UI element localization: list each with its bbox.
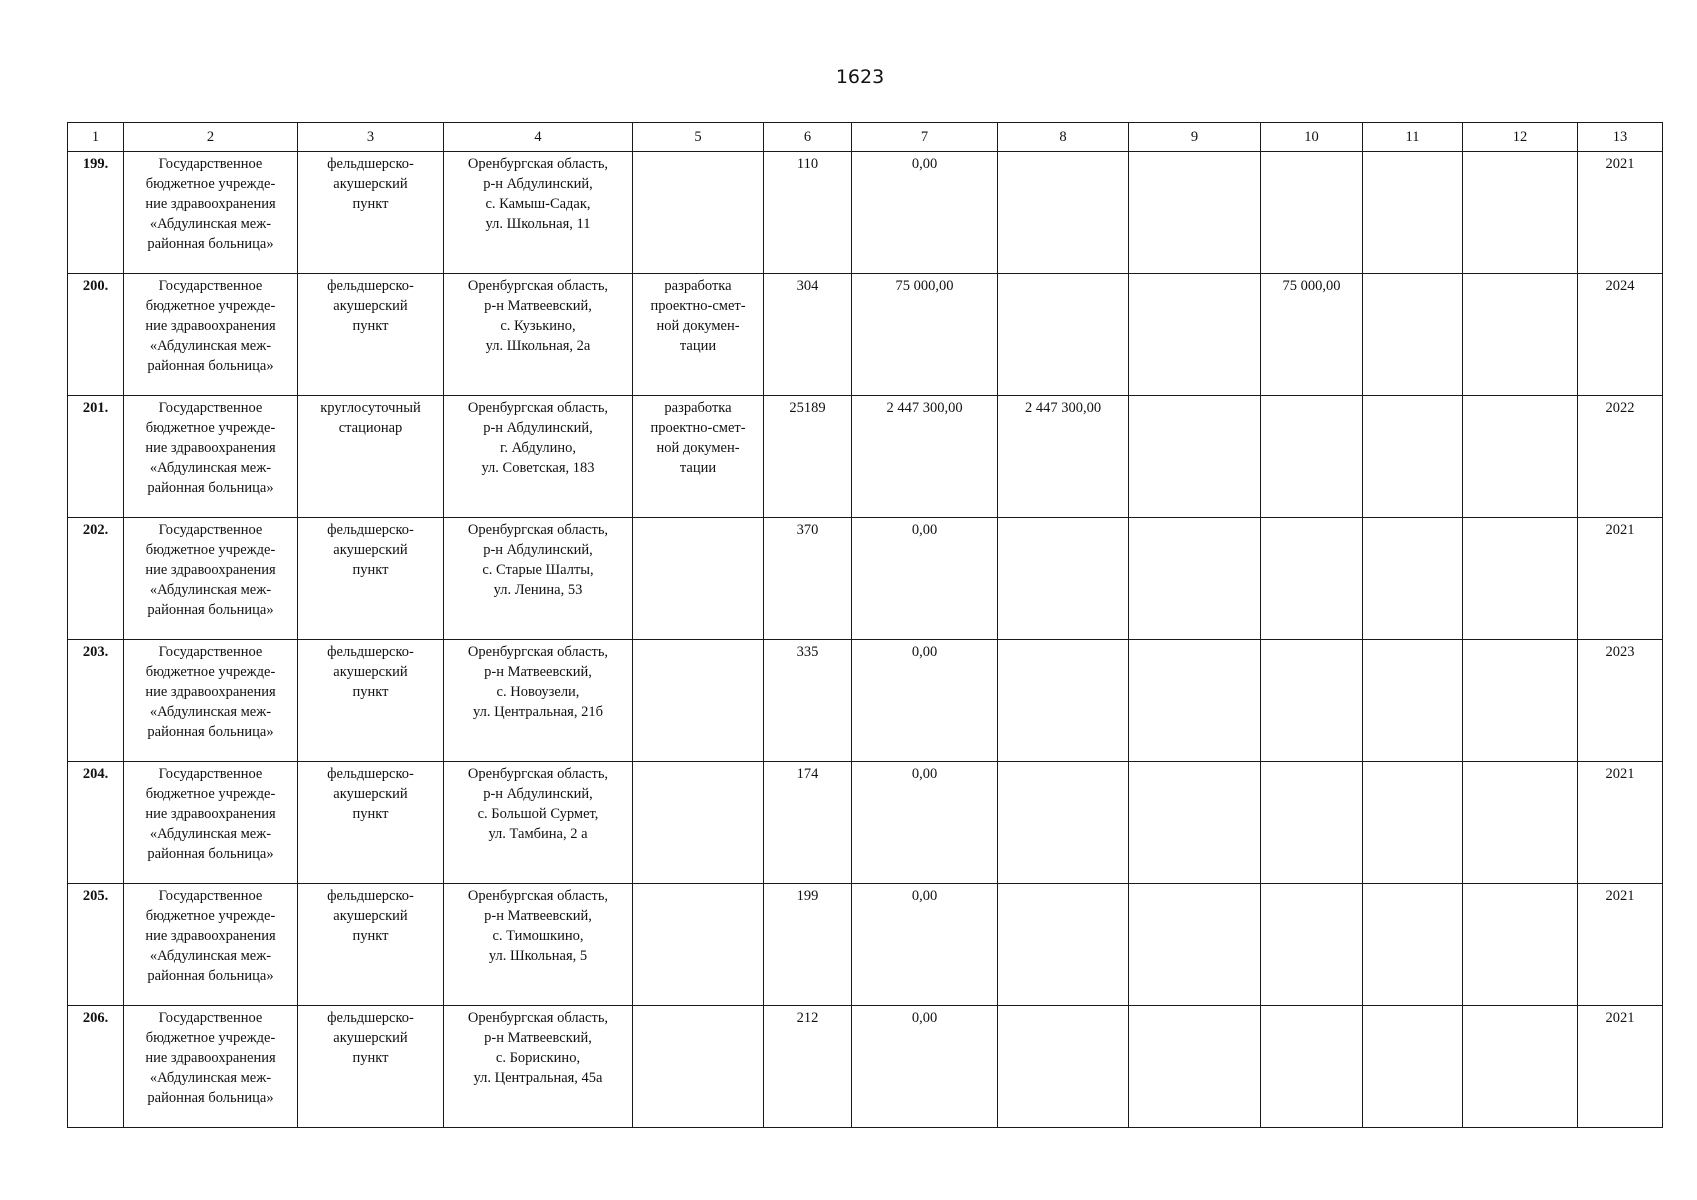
- facility-type-line: фельдшерско-: [327, 1010, 414, 1026]
- row-number: 205.: [68, 884, 124, 1006]
- value-c8: 2 447 300,00: [998, 396, 1129, 518]
- organization-name-line: бюджетное учрежде-: [145, 176, 276, 192]
- organization-name-line: «Абдулинская меж-: [149, 704, 272, 720]
- organization-name-line: ние здравоохранения: [145, 562, 276, 578]
- facility-address: [444, 762, 633, 884]
- facility-address-line: ул. Школьная, 11: [485, 216, 591, 232]
- value-c6: 110: [764, 152, 852, 274]
- facility-type-line: круглосуточный: [320, 400, 421, 416]
- facility-type-line: пункт: [352, 1050, 389, 1066]
- facility-address: [444, 274, 633, 396]
- facility-address: [444, 640, 633, 762]
- facility-address-line: Оренбургская область,: [467, 522, 609, 538]
- organization-name-line: Государственное: [158, 156, 263, 172]
- facility-type: [298, 152, 444, 274]
- value-c12: [1463, 396, 1578, 518]
- organization-name-line: районная больница»: [147, 846, 274, 862]
- row-number: 200.: [68, 274, 124, 396]
- organization-name-line: «Абдулинская меж-: [149, 216, 272, 232]
- organization-name-line: Государственное: [158, 644, 263, 660]
- column-header: 13: [1578, 123, 1663, 152]
- organization-name-line: Государственное: [158, 278, 263, 294]
- value-c12: [1463, 274, 1578, 396]
- value-c10: [1261, 762, 1363, 884]
- facility-address-line: ул. Тамбина, 2 а: [488, 826, 588, 842]
- facility-type: [298, 1006, 444, 1128]
- facility-type-line: фельдшерско-: [327, 156, 414, 172]
- table-row: [68, 884, 1663, 1006]
- organization-name-line: бюджетное учрежде-: [145, 542, 276, 558]
- value-c8: [998, 762, 1129, 884]
- facility-address-line: р-н Матвеевский,: [484, 664, 592, 680]
- value-c10: [1261, 884, 1363, 1006]
- value-c9: [1129, 1006, 1261, 1128]
- value-c9: [1129, 762, 1261, 884]
- organization-name-line: «Абдулинская меж-: [149, 582, 272, 598]
- organization-name: [124, 274, 298, 396]
- value-c10: 75 000,00: [1261, 274, 1363, 396]
- column-number-row: [68, 123, 1663, 152]
- value-c11: [1363, 274, 1463, 396]
- facility-address-line: р-н Абдулинский,: [483, 176, 593, 192]
- value-c12: [1463, 518, 1578, 640]
- facility-type-line: акушерский: [333, 664, 408, 680]
- organization-name-line: ние здравоохранения: [145, 440, 276, 456]
- organization-name: [124, 396, 298, 518]
- value-c10: [1261, 1006, 1363, 1128]
- row-number: 206.: [68, 1006, 124, 1128]
- facility-address-line: ул. Центральная, 21б: [473, 704, 603, 720]
- value-c7: 75 000,00: [852, 274, 998, 396]
- organization-name-line: Государственное: [158, 522, 263, 538]
- facility-type-line: пункт: [352, 196, 389, 212]
- facility-type-line: акушерский: [333, 908, 408, 924]
- work-type-line: разработка: [664, 278, 732, 294]
- value-c12: [1463, 152, 1578, 274]
- facility-address-line: Оренбургская область,: [467, 766, 609, 782]
- work-type: [633, 518, 764, 640]
- facility-address-line: Оренбургская область,: [467, 278, 609, 294]
- value-c12: [1463, 1006, 1578, 1128]
- organization-name-line: бюджетное учрежде-: [145, 1030, 276, 1046]
- column-header: 9: [1129, 123, 1261, 152]
- value-c9: [1129, 396, 1261, 518]
- value-c6: 370: [764, 518, 852, 640]
- facility-type: [298, 884, 444, 1006]
- organization-name-line: «Абдулинская меж-: [149, 1070, 272, 1086]
- value-c9: [1129, 884, 1261, 1006]
- organization-name-line: районная больница»: [147, 358, 274, 374]
- organization-name-line: ние здравоохранения: [145, 196, 276, 212]
- row-number: 199.: [68, 152, 124, 274]
- work-type-line: разработка: [664, 400, 732, 416]
- value-c7: 0,00: [852, 762, 998, 884]
- value-c9: [1129, 274, 1261, 396]
- work-type-line: ной докумен-: [656, 318, 740, 334]
- column-header: 8: [998, 123, 1129, 152]
- organization-name: [124, 152, 298, 274]
- column-header: 7: [852, 123, 998, 152]
- facility-type-line: акушерский: [333, 542, 408, 558]
- organization-name-line: районная больница»: [147, 968, 274, 984]
- value-c6: 304: [764, 274, 852, 396]
- value-c6: 335: [764, 640, 852, 762]
- organization-name-line: ние здравоохранения: [145, 684, 276, 700]
- organization-name-line: районная больница»: [147, 1090, 274, 1106]
- organization-name-line: «Абдулинская меж-: [149, 460, 272, 476]
- value-c7: 0,00: [852, 518, 998, 640]
- facility-address-line: ул. Советская, 183: [481, 460, 595, 476]
- organization-name: [124, 762, 298, 884]
- row-number: 203.: [68, 640, 124, 762]
- facility-type-line: пункт: [352, 928, 389, 944]
- facility-address-line: с. Новоузели,: [496, 684, 580, 700]
- facility-address-line: р-н Матвеевский,: [484, 1030, 592, 1046]
- value-c11: [1363, 884, 1463, 1006]
- value-c8: [998, 884, 1129, 1006]
- facility-address-line: с. Камыш-Садак,: [485, 196, 591, 212]
- facility-address-line: ул. Центральная, 45а: [473, 1070, 603, 1086]
- facility-type-line: акушерский: [333, 298, 408, 314]
- facility-type-line: пункт: [352, 318, 389, 334]
- organization-name-line: бюджетное учрежде-: [145, 908, 276, 924]
- organization-name-line: бюджетное учрежде-: [145, 664, 276, 680]
- value-c11: [1363, 640, 1463, 762]
- facility-address-line: ул. Школьная, 5: [488, 948, 588, 964]
- facility-type-line: фельдшерско-: [327, 644, 414, 660]
- column-header: 1: [68, 123, 124, 152]
- table-row: [68, 1006, 1663, 1128]
- value-c8: [998, 274, 1129, 396]
- organization-name-line: «Абдулинская меж-: [149, 948, 272, 964]
- facility-address-line: с. Большой Сурмет,: [477, 806, 599, 822]
- value-c10: [1261, 518, 1363, 640]
- facilities-table: [67, 122, 1663, 1128]
- year-cell: 2021: [1578, 152, 1663, 274]
- work-type: [633, 762, 764, 884]
- facility-type-line: фельдшерско-: [327, 888, 414, 904]
- organization-name-line: районная больница»: [147, 480, 274, 496]
- year-cell: 2023: [1578, 640, 1663, 762]
- value-c6: 212: [764, 1006, 852, 1128]
- column-header: 12: [1463, 123, 1578, 152]
- year-cell: 2021: [1578, 1006, 1663, 1128]
- value-c10: [1261, 152, 1363, 274]
- value-c11: [1363, 518, 1463, 640]
- organization-name-line: районная больница»: [147, 724, 274, 740]
- value-c6: 174: [764, 762, 852, 884]
- table-row: [68, 274, 1663, 396]
- organization-name-line: «Абдулинская меж-: [149, 338, 272, 354]
- value-c7: 0,00: [852, 152, 998, 274]
- table-row: [68, 518, 1663, 640]
- value-c10: [1261, 640, 1363, 762]
- column-header: 11: [1363, 123, 1463, 152]
- facility-address-line: с. Борискино,: [495, 1050, 581, 1066]
- work-type-line: проектно-смет-: [650, 298, 746, 314]
- value-c7: 0,00: [852, 884, 998, 1006]
- value-c12: [1463, 640, 1578, 762]
- facility-address: [444, 884, 633, 1006]
- value-c11: [1363, 1006, 1463, 1128]
- organization-name-line: ние здравоохранения: [145, 806, 276, 822]
- facility-address-line: Оренбургская область,: [467, 644, 609, 660]
- facility-address-line: с. Старые Шалты,: [482, 562, 594, 578]
- facility-type: [298, 396, 444, 518]
- facility-type-line: стационар: [338, 420, 403, 436]
- organization-name-line: районная больница»: [147, 236, 274, 252]
- organization-name-line: бюджетное учрежде-: [145, 786, 276, 802]
- value-c10: [1261, 396, 1363, 518]
- organization-name-line: бюджетное учрежде-: [145, 420, 276, 436]
- facility-type-line: фельдшерско-: [327, 766, 414, 782]
- facility-address-line: с. Кузькино,: [500, 318, 576, 334]
- row-number: 202.: [68, 518, 124, 640]
- facility-address-line: Оренбургская область,: [467, 156, 609, 172]
- facility-address-line: р-н Матвеевский,: [484, 908, 592, 924]
- work-type: [633, 274, 764, 396]
- organization-name: [124, 518, 298, 640]
- facility-address-line: Оренбургская область,: [467, 400, 609, 416]
- organization-name-line: Государственное: [158, 1010, 263, 1026]
- facility-type-line: пункт: [352, 806, 389, 822]
- facility-address: [444, 518, 633, 640]
- organization-name-line: Государственное: [158, 400, 263, 416]
- organization-name-line: Государственное: [158, 888, 263, 904]
- facility-address-line: р-н Абдулинский,: [483, 420, 593, 436]
- value-c8: [998, 518, 1129, 640]
- year-cell: 2021: [1578, 762, 1663, 884]
- table-row: [68, 640, 1663, 762]
- value-c8: [998, 1006, 1129, 1128]
- year-cell: 2022: [1578, 396, 1663, 518]
- facility-address-line: р-н Матвеевский,: [484, 298, 592, 314]
- value-c9: [1129, 152, 1261, 274]
- facility-address-line: р-н Абдулинский,: [483, 786, 593, 802]
- organization-name-line: «Абдулинская меж-: [149, 826, 272, 842]
- value-c8: [998, 640, 1129, 762]
- table-body: [68, 152, 1663, 1128]
- work-type-line: тации: [679, 338, 717, 354]
- value-c11: [1363, 396, 1463, 518]
- organization-name: [124, 640, 298, 762]
- facility-type: [298, 640, 444, 762]
- table-row: [68, 762, 1663, 884]
- facility-address-line: р-н Абдулинский,: [483, 542, 593, 558]
- facility-type-line: фельдшерско-: [327, 278, 414, 294]
- facility-type-line: фельдшерско-: [327, 522, 414, 538]
- value-c9: [1129, 518, 1261, 640]
- row-number: 204.: [68, 762, 124, 884]
- organization-name-line: Государственное: [158, 766, 263, 782]
- facility-address: [444, 396, 633, 518]
- value-c11: [1363, 762, 1463, 884]
- facility-address: [444, 152, 633, 274]
- facility-type-line: акушерский: [333, 176, 408, 192]
- column-header: 6: [764, 123, 852, 152]
- value-c12: [1463, 762, 1578, 884]
- row-number: 201.: [68, 396, 124, 518]
- facility-address-line: г. Абдулино,: [500, 440, 576, 456]
- facility-type: [298, 518, 444, 640]
- work-type: [633, 1006, 764, 1128]
- facility-address-line: Оренбургская область,: [467, 888, 609, 904]
- facility-address-line: с. Тимошкино,: [492, 928, 584, 944]
- work-type-line: ной докумен-: [656, 440, 740, 456]
- work-type: [633, 396, 764, 518]
- value-c6: 199: [764, 884, 852, 1006]
- facility-type-line: акушерский: [333, 1030, 408, 1046]
- column-header: 4: [444, 123, 633, 152]
- organization-name: [124, 1006, 298, 1128]
- facility-address-line: Оренбургская область,: [467, 1010, 609, 1026]
- table-row: [68, 152, 1663, 274]
- organization-name-line: районная больница»: [147, 602, 274, 618]
- year-cell: 2024: [1578, 274, 1663, 396]
- column-header: 2: [124, 123, 298, 152]
- facility-address-line: ул. Школьная, 2а: [485, 338, 591, 354]
- work-type-line: проектно-смет-: [650, 420, 746, 436]
- table-row: [68, 396, 1663, 518]
- work-type: [633, 884, 764, 1006]
- organization-name-line: ние здравоохранения: [145, 318, 276, 334]
- facility-address: [444, 1006, 633, 1128]
- column-header: 3: [298, 123, 444, 152]
- facility-address-line: ул. Ленина, 53: [493, 582, 583, 598]
- value-c7: 0,00: [852, 1006, 998, 1128]
- year-cell: 2021: [1578, 518, 1663, 640]
- value-c8: [998, 152, 1129, 274]
- value-c12: [1463, 884, 1578, 1006]
- facility-type-line: пункт: [352, 562, 389, 578]
- organization-name-line: ние здравоохранения: [145, 1050, 276, 1066]
- work-type: [633, 152, 764, 274]
- organization-name-line: бюджетное учрежде-: [145, 298, 276, 314]
- value-c7: 0,00: [852, 640, 998, 762]
- column-header: 5: [633, 123, 764, 152]
- facility-type-line: акушерский: [333, 786, 408, 802]
- facility-type-line: пункт: [352, 684, 389, 700]
- organization-name-line: ние здравоохранения: [145, 928, 276, 944]
- facility-type: [298, 762, 444, 884]
- work-type-line: тации: [679, 460, 717, 476]
- value-c11: [1363, 152, 1463, 274]
- facility-type: [298, 274, 444, 396]
- organization-name: [124, 884, 298, 1006]
- work-type: [633, 640, 764, 762]
- column-header: 10: [1261, 123, 1363, 152]
- value-c7: 2 447 300,00: [852, 396, 998, 518]
- page-number: 1623: [835, 66, 885, 88]
- year-cell: 2021: [1578, 884, 1663, 1006]
- value-c9: [1129, 640, 1261, 762]
- value-c6: 25189: [764, 396, 852, 518]
